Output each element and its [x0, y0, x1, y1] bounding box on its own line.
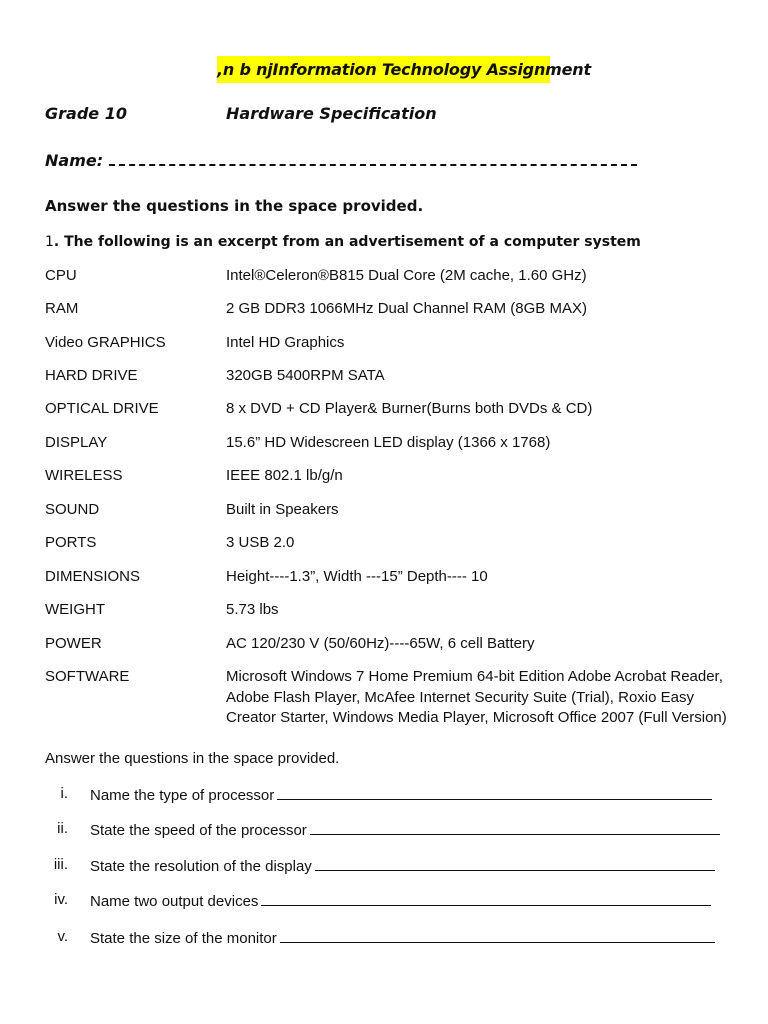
spec-label: RAM [45, 300, 79, 317]
spec-label: WIRELESS [45, 467, 123, 484]
spec-value: 15.6” HD Widescreen LED display (1366 x 1768) [226, 434, 551, 451]
spec-value: 320GB 5400RPM SATA [226, 367, 385, 384]
spec-label: SOFTWARE [45, 668, 130, 685]
spec-value: Built in Speakers [226, 501, 339, 518]
spec-value: Intel HD Graphics [226, 334, 345, 351]
question-text: State the size of the monitor [90, 930, 277, 947]
spec-value: 2 GB DDR3 1066MHz Dual Channel RAM (8GB MAX) [226, 300, 587, 317]
question-1-text: . The following is an excerpt from an advertisement of a computer system [53, 234, 641, 250]
name-blank-line[interactable] [109, 150, 637, 166]
spec-value: IEEE 802.1 lb/g/n [226, 467, 343, 484]
answer-line[interactable] [277, 785, 712, 800]
question-number: ii. [57, 820, 68, 837]
spec-label: CPU [45, 267, 77, 284]
question-text: State the resolution of the display [90, 858, 312, 875]
spec-value: 5.73 lbs [226, 601, 279, 618]
topic-label: Hardware Specification [226, 104, 437, 123]
question-1-number: 1 [45, 234, 54, 250]
assignment-title: ,n b njInformation Technology Assignment [217, 56, 550, 83]
spec-label: POWER [45, 635, 102, 652]
answer-line[interactable] [261, 891, 711, 906]
spec-value: Microsoft Windows 7 Home Premium 64-bit Edition Adobe Acrobat Reader, Adobe Flash Player, McAfee Internet Security Suite (Trial), Roxio Easy Creator Starter, Windows Media Player, Microsoft Office 2007 (Full Version) [226, 668, 727, 726]
question-number: v. [57, 928, 68, 945]
spec-value: 8 x DVD + CD Player& Burner(Burns both DVDs & CD) [226, 400, 593, 417]
answer-line[interactable] [280, 928, 715, 943]
instructions-2: Answer the questions in the space provided. [45, 750, 340, 767]
question-1 [45, 234, 641, 250]
spec-label: Video GRAPHICS [45, 334, 166, 351]
question-number: iv. [54, 891, 68, 908]
spec-label: PORTS [45, 534, 97, 551]
question-text: Name the type of processor [90, 787, 275, 804]
answer-line[interactable] [310, 820, 720, 835]
spec-label: WEIGHT [45, 601, 105, 618]
spec-label: OPTICAL DRIVE [45, 400, 159, 417]
question-number: iii. [53, 856, 68, 873]
spec-label: DIMENSIONS [45, 568, 141, 585]
spec-value: 3 USB 2.0 [226, 534, 295, 551]
spec-value: Intel®Celeron®B815 Dual Core (2M cache, 1.60 GHz) [226, 267, 587, 284]
spec-label: SOUND [45, 501, 100, 518]
answer-line[interactable] [315, 856, 715, 871]
instructions: Answer the questions in the space provided. [45, 197, 424, 215]
spec-label: HARD DRIVE [45, 367, 138, 384]
spec-value: AC 120/230 V (50/60Hz)----65W, 6 cell Battery [226, 635, 535, 652]
name-label: Name: [45, 151, 104, 170]
question-number: i. [60, 785, 68, 802]
spec-value: Height----1.3”, Width ---15” Depth---- 10 [226, 568, 488, 585]
name-row [45, 150, 637, 171]
grade-label: Grade 10 [45, 104, 127, 123]
question-text: Name two output devices [90, 893, 259, 910]
question-text: State the speed of the processor [90, 822, 307, 839]
spec-label: DISPLAY [45, 434, 108, 451]
